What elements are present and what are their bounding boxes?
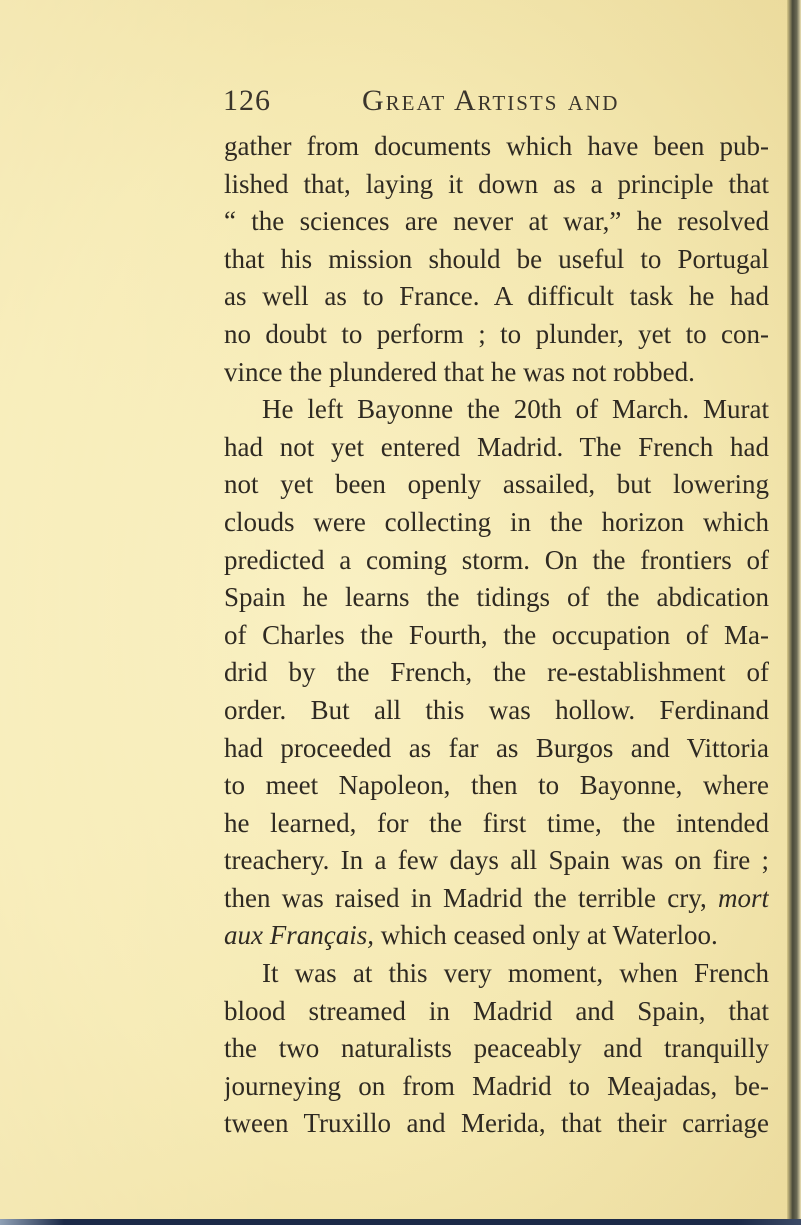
italic-phrase: mort xyxy=(718,882,769,913)
text-line: blood streamed in Madrid and Spain, that xyxy=(224,995,769,1026)
running-title: Great Artists and xyxy=(362,84,620,117)
text-line: to meet Napoleon, then to Bayonne, where xyxy=(224,770,769,801)
text-line: the two naturalists peaceably and tranquilly xyxy=(224,1033,769,1064)
text-line: had not yet entered Madrid. The French had xyxy=(224,431,769,462)
page-number: 126 xyxy=(223,84,271,117)
text-line: no doubt to perform ; to plunder, yet to con- xyxy=(224,318,769,349)
text-line: tween Truxillo and Merida, that their carriage xyxy=(224,1108,769,1139)
text-line: treachery. In a few days all Spain was on fire ; xyxy=(224,845,769,876)
text-line: that his mission should be useful to Portugal xyxy=(224,243,769,274)
text-line: order. But all this was hollow. Ferdinand xyxy=(224,694,769,725)
text-line: drid by the French, the re-establishment of xyxy=(224,657,769,688)
paragraph-start-line: It was at this very moment, when French xyxy=(262,958,769,989)
page-edge xyxy=(787,0,801,1225)
text-line: “ the sciences are never at war,” he resolved xyxy=(224,206,769,237)
text-line: lished that, laying it down as a principle that xyxy=(224,168,769,199)
paragraph-start-line: He left Bayonne the 20th of March. Murat xyxy=(262,394,769,425)
text-line: gather from documents which have been pub- xyxy=(224,131,769,161)
text-segment: then was raised in Madrid the terrible cry, xyxy=(224,882,707,913)
text-line: as well as to France. A difficult task he had xyxy=(224,281,769,312)
text-line: predicted a coming storm. On the frontiers of xyxy=(224,544,769,575)
italic-phrase: aux Français, xyxy=(224,920,374,951)
text-line: journeying on from Madrid to Meajadas, be- xyxy=(224,1070,769,1101)
bottom-edge xyxy=(0,1219,801,1225)
running-head xyxy=(0,84,801,124)
body-text xyxy=(224,128,769,1143)
text-line: had proceeded as far as Burgos and Vittoria xyxy=(224,732,769,763)
text-line: not yet been openly assailed, but lowering xyxy=(224,469,769,500)
text-line: clouds were collecting in the horizon which xyxy=(224,506,769,537)
text-segment: which ceased only at Waterloo. xyxy=(380,920,718,951)
text-line: of Charles the Fourth, the occupation of Ma- xyxy=(224,619,769,650)
text-line-with-italic xyxy=(224,917,769,955)
text-line: Spain he learns the tidings of the abdication xyxy=(224,582,769,613)
text-line-with-italic xyxy=(224,880,769,918)
text-line: he learned, for the first time, the intended xyxy=(224,807,769,838)
text-line: vince the plundered that he was not robbed. xyxy=(224,356,695,387)
